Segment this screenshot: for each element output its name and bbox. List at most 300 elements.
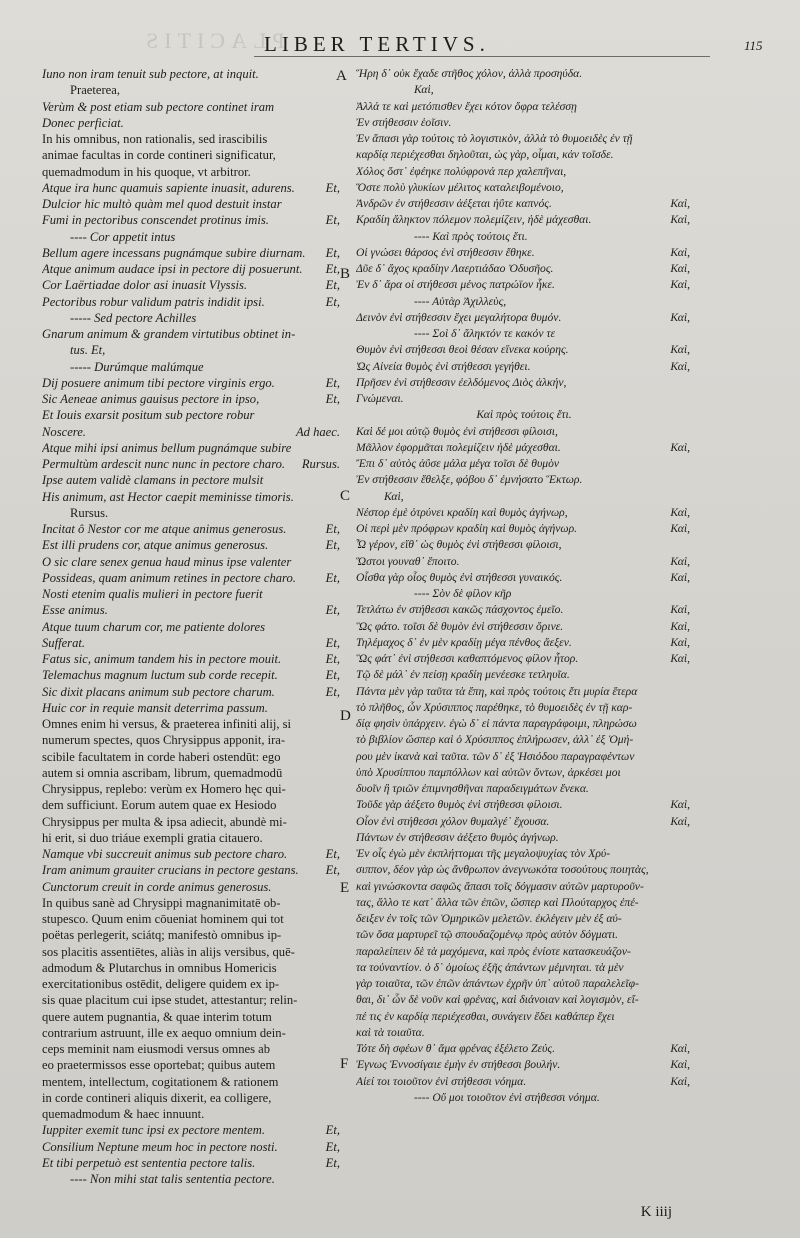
latin-line-text: ---- Cor appetit intus [70,229,176,244]
greek-line-text: θαι, δι᾽ ὧν δὲ νοῦν καὶ φρένας, καὶ διάνοιαν καὶ λογισμὸν, εἴ- [356,993,639,1007]
greek-line [356,456,692,472]
greek-line [356,619,692,635]
latin-line [42,814,342,830]
latin-line-text: Est illi prudens cor, atque animus generosus. [42,538,269,553]
latin-line [42,960,342,976]
latin-line [42,277,342,293]
latin-line-cue: Et, [325,652,340,666]
greek-line [356,147,692,163]
greek-line-text: Πρῆσεν ἐνὶ στήθεσσιν ἐελδόμενος Διὸς ἀλκήν, [356,375,567,389]
latin-line [42,1057,342,1073]
greek-line-text: Κραδίη ἄληκτον πόλεμον πολεμίζειν, ἠδὲ μάχεσθαι. [356,213,592,227]
greek-line [356,180,692,196]
latin-line-cue: Ad haec. [295,424,340,439]
greek-line-text: Τηλέμαχος δ᾽ ἐν μὲν κραδίῃ μέγα πένθος ἄεξεν. [356,635,572,649]
greek-line-text: Τοῦδε γὰρ ἀέξετο θυμὸς ἐνὶ στήθεσσι φίλοισι. [356,798,563,812]
greek-line-text: καὶ γινώσκοντα σαφῶς ἅπασι τοῖς δόγμασιν αὐτῶν μαρτυροῦν- [356,879,644,893]
latin-line-text: scibile facultatem in corde haberi ostendūt: ego [42,749,281,764]
latin-line [42,294,342,310]
margin-letter-a: A [336,68,347,84]
bleed-through-text: PLACITIS [140,28,285,53]
greek-line-cue: Καὶ, [670,505,690,519]
latin-line-cue: Et, [325,684,340,699]
greek-line [356,66,692,82]
greek-line [356,294,692,310]
latin-line [42,765,342,781]
latin-line-text: Nosti etenim qualis mulieri in pectore fuerit [42,587,263,601]
latin-line-text: Sic Aeneae animus gauisus pectore in ipso, [42,392,260,406]
greek-line-cue: Καὶ, [670,652,690,665]
greek-line-cue: Καὶ, [670,603,690,617]
greek-line [356,472,692,488]
latin-line-cue: Et, [325,603,340,618]
greek-line-text: Πάντων ἐν στήθεσσιν ἀέξετο θυμὸς ἀγήνωρ. [356,830,559,844]
greek-line [356,716,692,732]
greek-line [356,586,692,602]
greek-line-text: σιππον, δέον γὰρ ὡς ἄνθρωπον ἀνεγνωκότα τοσούτους ποιητὰς, [356,863,649,877]
latin-line [42,456,342,472]
latin-line-text: Dij posuere animum tibi pectore virginis ergo. [42,375,275,390]
greek-line [356,391,692,407]
latin-line [42,992,342,1008]
latin-line-text: In his omnibus, non rationalis, sed irascibilis [42,132,268,146]
latin-line [42,1025,342,1041]
latin-line [42,586,342,602]
greek-line-text: τας, ἄλλο τε κατ᾽ ἄλλα τῶν ἐπῶν, ὥσπερ καὶ Πλούταρχος ἐπέ- [356,895,639,909]
greek-line-text: Τῷ δὲ μάλ᾽ ἐν πείσῃ κραδίη μενέεσκε τετληυῖα. [356,668,570,682]
latin-line-text: Chrysippus, replebo: verùm ex Homero hęc qui- [42,782,286,796]
greek-line [356,749,692,765]
latin-line-text: Verùm & post etiam sub pectore continet iram [42,99,275,114]
latin-line [42,635,342,651]
greek-line-text: Αἰεί τοι τοιοῦτον ἐνὶ στήθεσσι νόημα. [356,1074,527,1088]
greek-column [356,66,692,1106]
greek-line-text: Ἀλλά τε καὶ μετόπισθεν ἔχει κότον ὄφρα τελέσσῃ [356,99,577,113]
latin-line [42,440,342,456]
latin-line-text: hi erit, si duo triáue exempli gratia citauero. [42,830,263,845]
greek-line-text: Ὦ γέρον, εἴθ᾽ ὡς θυμὸς ἐνὶ στήθεσσι φίλοισι, [356,538,562,552]
greek-line [356,911,692,927]
latin-line [42,927,342,943]
greek-line-text: γὰρ τοιαῦτα, τῶν ἐπῶν ἁπάντων ἐχρῆν ὑπ᾽ αὐτοῦ παραλελεῖφ- [356,977,639,990]
greek-line [356,131,692,147]
greek-line-text: ---- Σὸν δὲ φίλον κῆρ [414,587,512,600]
latin-line [42,505,342,521]
head-rule [254,56,710,57]
greek-line-cue: Καὶ, [670,814,690,828]
latin-line-text: Rursus. [70,505,109,520]
latin-line-text: Consilium Neptune meum hoc in pectore nosti. [42,1139,278,1154]
latin-line-text: Atque animum audace ipsi in pectore dij posuerunt. [42,262,303,276]
greek-line [356,310,692,326]
latin-line [42,570,342,586]
greek-line-text: Τετλάτω ἐν στήθεσσι κακῶς πάσχοντος ἐμεῖο. [356,603,564,617]
greek-line [356,537,692,553]
margin-letter-f: F [340,1056,349,1072]
latin-line-text: In quibus sanè ad Chrysippi magnanimitatē ob- [42,895,281,910]
latin-line [42,131,342,147]
latin-line-text: Dulcior hic multò quàm mel quod destuit instar [42,197,282,211]
latin-line [42,245,342,261]
greek-line-text: Δῦε δ᾽ ἄχος κραδίην Λαερτιάδαο Ὀδυσῆος. [356,262,554,275]
greek-line-cue: Καὶ, [670,359,690,373]
margin-letter-d: D [340,708,351,724]
latin-column [42,66,342,1187]
latin-line-cue: Et, [325,180,340,195]
latin-line [42,521,342,537]
greek-line [356,1074,692,1090]
greek-line-text: ---- Καὶ πρὸς τούτοις ἔτι. [414,229,528,243]
greek-line [356,895,692,911]
latin-line [42,732,342,748]
latin-line [42,716,342,732]
latin-line-text: Iuppiter exemit tunc ipsi ex pectore mentem. [42,1123,265,1138]
greek-line-text: ρου μὲν ἱκανὰ καὶ ταῦτα. τῶν δ᾽ ἐξ Ἡσιόδου παραγραφέντων [356,749,635,763]
greek-line-text: Ἐγνως Ἐννοσίγαιε ἐμὴν ἐν στήθεσσι βουλήν. [356,1058,561,1072]
latin-line-text: Et tibi perpetuò est sententia pectore talis. [42,1155,256,1170]
greek-line [356,684,692,700]
latin-line-text: Iram animum grauiter crucians in pectore gestans. [42,863,299,878]
greek-line-text: Ἥρη δ᾽ οὐκ ἔχαδε στῆθος χόλον, ἀλλὰ προσηύδα. [356,67,583,80]
page-number: 115 [744,38,763,53]
greek-line [356,732,692,748]
latin-line-cue: Et, [325,635,340,650]
latin-line [42,846,342,862]
latin-line-text: Sic dixit placans animum sub pectore charum. [42,684,275,699]
greek-line-text: Ὅστε πολὺ γλυκίων μέλιτος καταλειβομένοιο, [356,180,564,194]
greek-line-text: Μᾶλλον ἐφορμᾶται πολεμίζειν ἠδὲ μάχεσθαι. [356,440,561,454]
latin-line-text: Telemachus magnum luctum sub corde recepit. [42,668,278,683]
greek-line-text: δυοῖν ἢ τριῶν ἐπιμνησθῆναι παραδειγμάτων ἕνεκα. [356,782,589,795]
margin-letter-c: C [340,488,351,504]
greek-line [356,1041,692,1057]
greek-line-text: ---- Οὔ μοι τοιοῦτον ἐνὶ στήθεσσι νόημα. [414,1090,600,1104]
latin-line [42,554,342,570]
latin-line-text: His animum, ast Hector caepit meminisse timoris. [42,489,294,504]
latin-line [42,82,342,98]
latin-line [42,1171,342,1187]
latin-line-text: Cor Laërtiadae dolor asi inuasit Vlyssis. [42,278,248,293]
greek-line-text: Χόλος ὅστ᾽ ἐφέηκε πολύφρονά περ χαλεπῆναι, [356,164,567,178]
greek-line [356,635,692,651]
latin-line-text: O sic clare senex genua haud minus ipse valenter [42,554,292,569]
greek-line [356,245,692,261]
latin-line [42,700,342,716]
greek-line [356,440,692,456]
latin-line-text: in corde contineri aliquis dixerit, ea colligere, [42,1090,272,1105]
greek-line-text: Ἐν οἷς ἐγὼ μὲν ἐκπλήττομαι τῆς μεγαλοψυχίας τὸν Χρύ- [356,847,611,860]
greek-line-text: Οἱ περὶ μὲν πρόφρων κραδίη καὶ θυμὸς ἀγήνωρ. [356,522,578,535]
latin-line [42,1139,342,1155]
latin-line-cue: Et, [325,392,340,406]
greek-line [356,554,692,570]
margin-letter-e: E [340,880,350,896]
latin-line [42,310,342,326]
latin-line [42,342,342,358]
greek-line [356,846,692,862]
greek-line [356,1009,692,1025]
latin-line [42,229,342,245]
running-head: LIBER TERTIVS. [264,32,490,56]
greek-line [356,505,692,521]
greek-line [356,944,692,960]
greek-line-cue: Καὶ, [670,1042,690,1055]
greek-line-cue: Καὶ, [670,278,690,292]
greek-line-cue: Καὶ, [670,245,690,259]
latin-line [42,651,342,667]
latin-line [42,537,342,553]
greek-line-text: Ἐν στήθεσσιν ἑοῖσιν. [356,115,452,129]
greek-line [356,196,692,212]
latin-line [42,407,342,423]
latin-line [42,781,342,797]
greek-line-cue: Καὶ, [670,798,690,812]
greek-line [356,976,692,992]
greek-line [356,407,692,423]
greek-line-cue: Καὶ, [670,310,690,324]
latin-line-text: Donec perficiat. [42,115,124,130]
greek-line [356,326,692,342]
latin-line-text: Iuno non iram tenuit sub pectore, at inquit. [42,67,259,81]
latin-line-text: exercitationibus ostēdit, deligere quidem ex ip- [42,977,280,991]
latin-line [42,667,342,683]
greek-line-cue: Καὶ, [670,570,690,584]
greek-line [356,814,692,830]
latin-line-text: stupesco. Quum enim cōueniat hominem qui tot [42,912,284,926]
greek-line-cue: Καὶ, [670,554,690,568]
greek-line-text: Ὥστοι γουναθ᾽ ἕποιτο. [356,554,460,568]
margin-letter-b: B [340,266,351,282]
latin-line-text: Atque ira hunc quamuis sapiente inuasit, adurens. [42,180,295,195]
greek-line [356,960,692,976]
greek-line-text: Θυμὸν ἐνὶ στήθεσσι θεοὶ θέσαν εἵνεκα κούρης. [356,343,569,357]
latin-line [42,115,342,131]
latin-line [42,749,342,765]
latin-line-cue: Et, [325,245,340,260]
latin-line [42,1041,342,1057]
greek-line-text: δειξεν ἐν τοῖς τῶν Ὁμηρικῶν μελετῶν. ἐκλέγειν μὲν ἐξ αὐ- [356,912,622,925]
greek-line [356,1090,692,1106]
greek-line-text: Ἔπι δ᾽ αὐτὸς ἀΰσε μάλα μέγα τοῖσι δὲ θυμὸν [356,457,560,470]
greek-line-text: Καὶ δέ μοι αὐτῷ θυμὸς ἐνὶ στήθεσσι φίλοισι, [356,424,558,438]
latin-line-cue: Et, [325,668,340,683]
latin-line-text: Praeterea, [70,83,120,98]
latin-line-cue: Et, [325,570,340,585]
greek-line-cue: Καὶ, [670,619,690,633]
latin-line-cue: Et, [325,375,340,390]
greek-line-cue: Καὶ, [670,440,690,454]
latin-line [42,1090,342,1106]
greek-line [356,667,692,683]
latin-line-text: ----- Durúmque malúmque [70,359,204,374]
greek-line-text: ὑπὸ Χρυσίππου παμπόλλων καὶ αὐτῶν ὄντων, ἀρκέσει μοι [356,765,621,779]
greek-line [356,862,692,878]
latin-line-text: admodum & Plutarchus in omnibus Homericis [42,960,277,975]
latin-line [42,326,342,342]
greek-line-text: δίᾳ φησὶν ὑπάρχειν. ἐγὼ δ᾽ εἰ πάντα παραγράφοιμι, πληρώσω [356,717,637,730]
greek-line-text: Καὶ, [414,83,434,97]
signature-mark: K iiij [640,1204,672,1220]
latin-line-text: sos placitis assentiētes, aliàs in alijs versibus, quē- [42,944,295,959]
greek-line [356,359,692,375]
greek-line [356,570,692,586]
greek-line [356,992,692,1008]
greek-line-text: πέ τις ἐν καρδίᾳ περιέχεσθαι, συνάγειν ἔδει καθάπερ ἔχει [356,1009,615,1023]
latin-line [42,619,342,635]
greek-line [356,424,692,440]
greek-line-text: Γνώμεναι. [356,392,404,405]
latin-line-text: numerum spectes, quos Chrysippus apponit, ira- [42,733,286,748]
greek-line [356,1025,692,1041]
latin-line [42,1074,342,1090]
latin-line [42,261,342,277]
latin-line-text: contrarium astruunt, ille ex aequo omnium dein- [42,1025,286,1040]
latin-line-cue: Et, [325,847,340,861]
latin-line [42,895,342,911]
latin-line [42,472,342,488]
greek-line [356,765,692,781]
latin-line-text: Fatus sic, animum tandem his in pectore mouit. [42,652,282,666]
latin-line [42,424,342,440]
latin-line-text: Pectoribus robur validum patris indidit ipsi. [42,294,265,309]
latin-line [42,212,342,228]
greek-line-text: Νέστορ ἐμὲ ὀτρύνει κραδίη καὶ θυμὸς ἀγήνωρ, [356,505,568,519]
greek-line-text: τα τοὐναντίον. ὁ δ᾽ ὁμοίως ἐξῆς ἁπάντων μέμνηται. τὰ μὲν [356,960,624,974]
latin-line-cue: Et, [325,522,340,536]
latin-line-cue: Et, [325,278,340,293]
latin-line-cue: Et, [325,1123,340,1138]
greek-line-text: Οἱ γνώσει θάρσος ἐνὶ στήθεσσιν ἔθηκε. [356,245,535,259]
latin-line [42,99,342,115]
greek-line-cue: Καὶ, [670,197,690,210]
latin-line-text: quemadmodum in his quoque, vt arbitror. [42,164,251,179]
latin-line-text: Noscere. [42,424,86,439]
greek-line [356,115,692,131]
latin-line [42,797,342,813]
latin-line-text: Fumi in pectoribus conscendet protinus imis. [42,213,269,228]
greek-line [356,375,692,391]
greek-line-text: τὸ βιβλίον ὥσπερ καὶ ὁ Χρύσιππος ἐπλήρωσεν, ἀλλ᾽ ἐξ Ὁμή- [356,733,634,747]
latin-line-cue: Et, [325,213,340,228]
greek-line [356,229,692,245]
latin-line-cue: Rursus. [301,457,340,471]
latin-line-text: Possideas, quam animum retines in pectore charo. [42,570,296,585]
latin-line-text: autem si omnia ascribam, librum, quemadmodū [42,765,283,780]
latin-line-text: Namque vbi succreuit animus sub pectore charo. [42,847,288,861]
greek-line-text: Πάντα μὲν γὰρ ταῦτα τὰ ἔπη, καὶ πρὸς τούτοις ἔτι μυρία ἕτερα [356,684,638,698]
latin-line-text: Atque tuum charum cor, me patiente dolores [42,619,266,634]
greek-line-text: Ἐν στήθεσσιν ἔθελξε, φόβου δ᾽ ἐμνήσατο Ἕκτωρ. [356,473,583,487]
greek-line-text: καὶ τὰ τοιαῦτα. [356,1025,425,1039]
latin-line-cue: Et, [325,1155,340,1170]
latin-line [42,911,342,927]
latin-line [42,359,342,375]
latin-line-text: Gnarum animum & grandem virtutibus obtinet in- [42,327,296,341]
greek-line [356,830,692,846]
greek-line [356,212,692,228]
latin-line-text: animae facultas in corde contineri significatur, [42,148,276,163]
latin-line [42,164,342,180]
latin-line-cue: Et, [325,1139,340,1154]
latin-line [42,976,342,992]
latin-line [42,147,342,163]
latin-line-text: tus. Et, [70,343,106,358]
greek-line [356,261,692,277]
latin-line-text: poëtas perlegerit, sciátq; manifestò omnibus ip- [42,928,282,943]
greek-line-text: Ἐν ἅπασι γὰρ τούτοις τὸ λογιστικὸν, ἀλλὰ τὸ θυμοειδὲς ἐν τῇ [356,132,633,145]
latin-line-cue: Et, [325,294,340,309]
greek-line [356,277,692,293]
latin-line [42,862,342,878]
greek-line-text: Ἀνδρῶν ἐν στήθεσσιν ἀέξεται ἠΰτε καπνός. [356,197,552,210]
latin-line [42,1122,342,1138]
latin-line [42,196,342,212]
latin-line-cue: Et, [325,863,340,878]
latin-line-text: Huic cor in requie mansit deterrima passum. [42,700,268,715]
greek-line-cue: Καὶ, [670,635,690,649]
latin-line-text: quere autem pugnantia, & quae interim totum [42,1009,272,1024]
greek-line-cue: Καὶ, [670,1074,690,1088]
greek-line-cue: Καὶ, [670,1058,690,1072]
latin-line-text: Cunctorum creuit in corde animus generosus. [42,879,272,894]
latin-line [42,684,342,700]
greek-line-text: ---- Αὐτὰρ Ἀχιλλεὺς, [414,294,507,308]
latin-line [42,830,342,846]
latin-line [42,1009,342,1025]
greek-line-cue: Καὶ, [670,213,690,227]
latin-line-text: Incitat ô Nestor cor me atque animus generosus. [42,522,287,536]
latin-line [42,66,342,82]
latin-line-text: Ipse autem validè clamans in pectore mulsit [42,473,264,488]
greek-line [356,797,692,813]
greek-line [356,342,692,358]
latin-line-text: ---- Non mihi stat talis sententia pectore. [70,1172,275,1186]
latin-line-text: Chrysippus per multa & ipsa adiecit, abundè mi- [42,814,287,829]
greek-line-text: Ὣς φάτο. τοῖσι δὲ θυμὸν ἐνὶ στήθεσσιν ὄρινε. [356,619,564,633]
greek-line-cue: Καὶ, [670,522,690,535]
latin-line-text: eo praetermissos esse oportebat; quibus autem [42,1058,276,1073]
latin-line [42,180,342,196]
greek-line [356,99,692,115]
latin-line [42,375,342,391]
latin-line [42,1155,342,1171]
latin-line [42,879,342,895]
greek-line [356,164,692,180]
latin-line-text: Atque mihi ipsi animus bellum pugnámque subire [42,440,292,455]
greek-line-cue: Καὶ, [670,262,690,275]
greek-line-text: Οἷον ἐνὶ στήθεσσι χόλον θυμαλγέ᾽ ἔχουσα. [356,814,550,828]
greek-line [356,489,692,505]
greek-line-text: Ὡς Αἰνεία θυμὸς ἐνὶ στήθεσσι γεγήθει. [356,359,531,373]
greek-line-text: παραλείπειν δὲ τὰ μαχόμενα, καὶ πρὸς ἐνίοτε κατασκευάζον- [356,944,631,958]
greek-line [356,700,692,716]
greek-line-text: Καὶ πρὸς τούτοις ἔτι. [476,408,572,422]
latin-line-text: Et Iouis exarsit positum sub pectore robur [42,408,255,423]
latin-line-text: quemadmodum & haec innuunt. [42,1107,205,1121]
greek-line-text: ---- Σοὶ δ᾽ ἄληκτόν τε κακόν τε [414,327,556,340]
latin-line-text: Omnes enim hi versus, & praeterea infiniti alij, si [42,717,292,731]
greek-line-text: Οἶσθα γὰρ οἷος θυμὸς ἐνὶ στήθεσσι γυναικός. [356,570,563,584]
greek-line [356,82,692,98]
latin-line-text: ceps meminit nam eiusmodi versus omnes ab [42,1042,271,1056]
greek-line-text: Καὶ, [384,489,404,503]
latin-line [42,602,342,618]
latin-line-text: Sufferat. [42,635,86,650]
latin-line-cue: Et, [325,538,340,553]
latin-line-text: Bellum agere incessans pugnámque subire diurnam. [42,245,306,260]
latin-line [42,1106,342,1122]
latin-line [42,391,342,407]
